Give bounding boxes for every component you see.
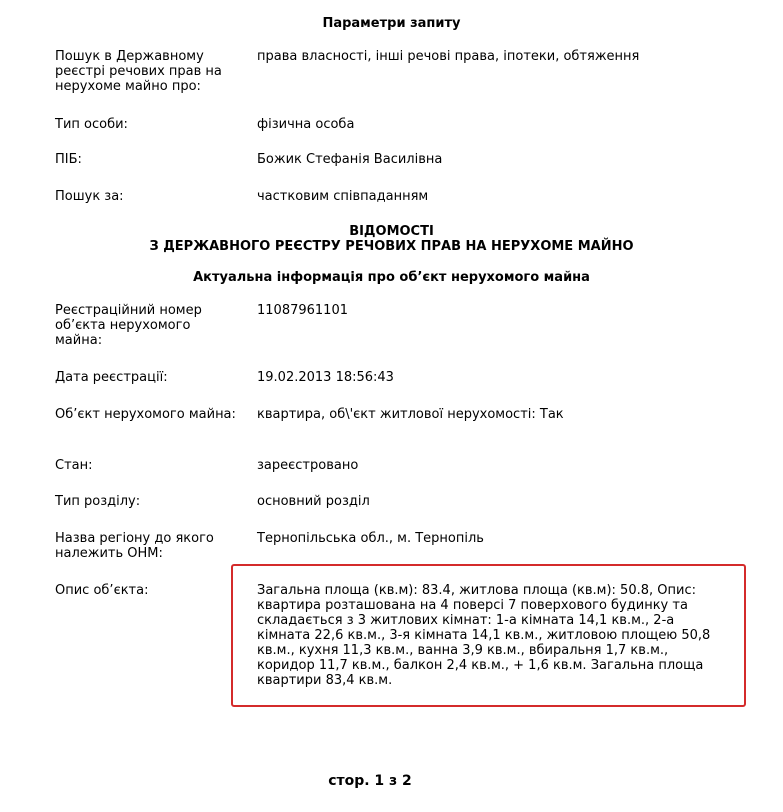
field-value: Божик Стефанія Василівна [257, 152, 443, 167]
field-label: Стан: [55, 458, 93, 473]
register-title-line1: ВІДОМОСТІ [349, 224, 434, 239]
field-label: Пошук в Державному реєстрі речових прав на нерухоме майно про: [55, 49, 222, 94]
field-value: фізична особа [257, 117, 355, 132]
register-title-line2: З ДЕРЖАВНОГО РЕЄСТРУ РЕЧОВИХ ПРАВ НА НЕРУХОМЕ МАЙНО [149, 239, 634, 254]
field-label: ПІБ: [55, 152, 82, 167]
field-value: частковим співпаданням [257, 189, 429, 204]
field-label: Тип розділу: [55, 494, 141, 509]
request-section-title: Параметри запиту [322, 16, 461, 31]
field-value: 11087961101 [257, 303, 348, 318]
field-value: основний розділ [257, 494, 370, 509]
field-label: Дата реєстрації: [55, 370, 168, 385]
field-label: Реєстраційний номер об’єкта нерухомого майна: [55, 303, 202, 348]
field-value: права власності, інші речові права, іпотеки, обтяження [257, 49, 640, 64]
field-value: 19.02.2013 18:56:43 [257, 370, 394, 385]
field-label: Пошук за: [55, 189, 124, 204]
page-number: стор. 1 з 2 [328, 773, 412, 789]
field-value: Тернопільська обл., м. Тернопіль [257, 531, 484, 546]
field-value: квартира, об\'єкт житлової нерухомості: Так [257, 407, 564, 422]
field-value: зареєстровано [257, 458, 359, 473]
field-label: Назва регіону до якого належить ОНМ: [55, 531, 214, 561]
field-label: Тип особи: [55, 117, 128, 132]
register-subtitle: Актуальна інформація про об’єкт нерухомого майна [193, 270, 590, 285]
field-label: Об’єкт нерухомого майна: [55, 407, 236, 422]
description-label: Опис об’єкта: [55, 583, 149, 598]
description-value: Загальна площа (кв.м): 83.4, житлова площа (кв.м): 50.8, Опис: квартира розташована на 4 поверсі 7 поверхового будинку та складається з 3 житлових кімнат: 1-а кімната 14,1 кв.м., 2-а кімната 22,6 кв.м., 3-я кімната 14,1 кв.м., житловою площею 50,8 кв.м., кухня 11,3 кв.м., ванна 3,9 кв.м., вбиральня 1,7 кв.м., коридор 11,7 кв.м., балкон 2,4 кв.м., + 1,6 кв.м. Загальна площа квартири 83,4 кв.м. [257, 583, 711, 688]
